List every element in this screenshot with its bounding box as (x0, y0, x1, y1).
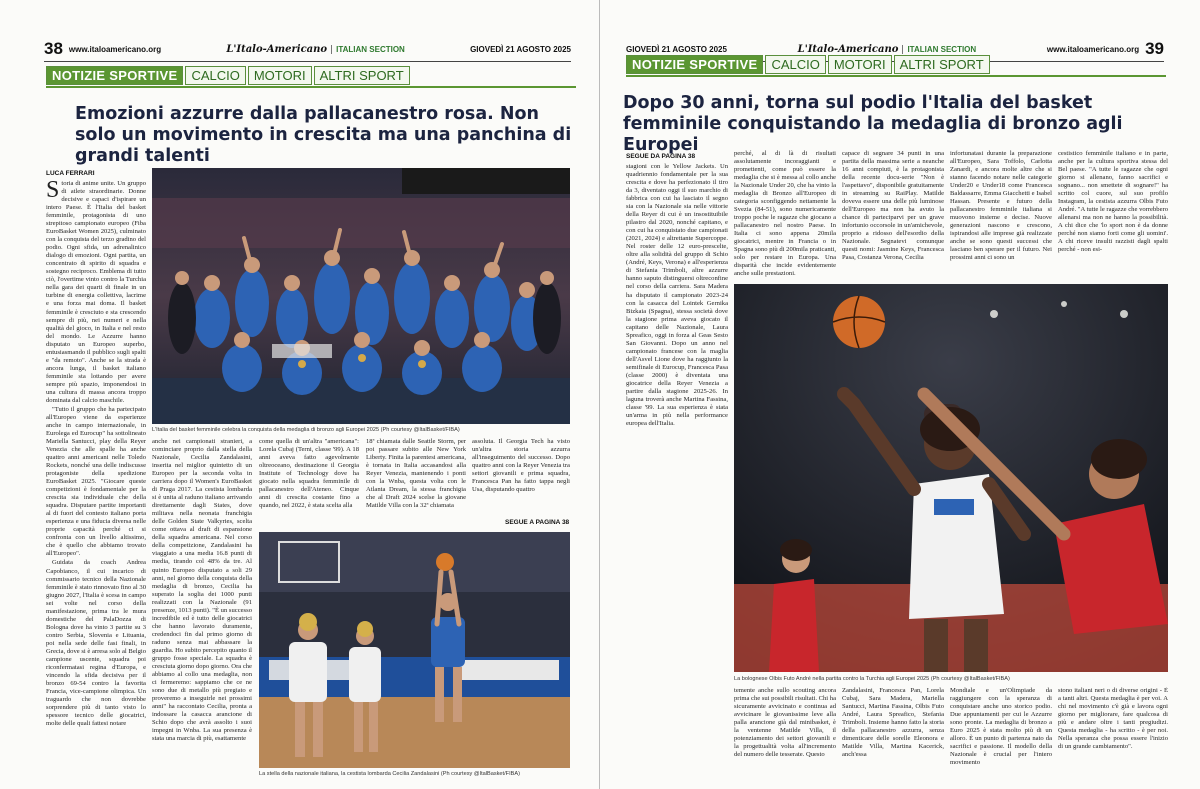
article-bottom-column-3 (950, 687, 1052, 783)
byline: LUCA FERRARI (46, 170, 95, 177)
drop-cap: S (46, 180, 60, 203)
col2-text: anche nei campionati stranieri, a cominciare proprio dalla stella della Nazionale, Cecilia Zandalasini, inserita nel miglior quintetto di un Europeo per la seconda volta in carriera dopo il Women's EuroBasket di Praga 2017. La cestista lombarda si è unita al raduno italiano arrivando direttamente dagli States, dove militava nella neonata franchigia delle Golden State Valkyries, scelta come ottava al draft di espansione della squadra americana. Nel corso della competizione, Zandalasini ha viaggiato a una media 16.8 punti di media, tirando col 48% da tre. Al quinto Europeo disputato a soli 29 anni, nel giorno della conquista della medaglia di bronzo, Cecilia ha superato la soglia dei 1000 punti realizzati con la Nazionale (91 presenze, 1013 punti). "È un successo incredibile ed è tutto delle giocatrici che hanno lavorato duramente, credendoci fin dal primo giorno di raduno senza mai abbassare la guardia. Ho subito percepito quanto il gruppo fosse speciale. La squadra è cresciuta giorno dopo giorno. Ora che abbiamo al collo una medaglia, non ci fermeremo: sappiamo che ce ne sono due di metallo più pregiato e proveremo a inseguirle nei prossimi anni" ha raccontato Cecilia, pronta a indossare la casacca arancione di Schio dopo che avrà assolto i suoi impegni in Wnba. La sua presenza è stata una marcia di più, esattamente (152, 438, 252, 743)
tab-motori[interactable]: MOTORI (828, 55, 892, 74)
issue-date: GIOVEDÌ 21 AGOSTO 2025 (470, 44, 571, 54)
tab-altri-sport[interactable]: ALTRI SPORT (314, 66, 410, 85)
photo2-caption: La stella della nazionale italiana, la cestista lombarda Cecilia Zandalasini (Ph courtesy @ItalBasket/FIBA) (259, 771, 520, 777)
article-column-1 (46, 180, 146, 780)
andre-action-photo (734, 284, 1168, 672)
zandalasini-photo (259, 532, 570, 768)
continued-on-label[interactable]: SEGUE A PAGINA 38 (505, 519, 570, 526)
col1-paragraph-3: Guidata da coach Andrea Capobianco, il cui incarico di commissario tecnico della Nazionale femminile è stato rinnovato fino al 30 giugno 2027, l'Italia è scesa in campo sei volte nel corso della manifestazione, prima tra le mura domestiche del PalaDozza di Bologna dove ha vinto 3 partite su 3 contro Serbia, Slovenia e Lituania, poi nella sede delle fasi finali, in Grecia, dove si è arresa solo al Belgio campione uscente, squadra poi riconfermatasi regina d'Europa, e vincendo la sfida decisiva per il bronzo 69-54 contro la favorita Francia, vice-campione olimpica. Un traguardo che non dovrebbe sorprendere più di tanto visto lo spessore tecnico delle giocatrici, molte delle quali fattesi notare (46, 559, 146, 728)
article-bottom-column-4 (1058, 687, 1168, 783)
col3-text: capace di segnare 34 punti in una partita della massima serie a neanche 16 anni compiuti, è la protagonista della recente docu-serie "Non è l'aspettavo", disponibile gratuitamente in streaming su RaiPlay. Matilde doveva essere una delle più luminose dell'Europeo ma non ha avuto la chance di parteciparvi per un grave infortunio occorsole in un'amichevole, proprio a ridosso dell'esordio della Nazionale. Segnatevi comunque questi nomi: Jasmine Keys, Francesca Pasa, Costanza Verona, Cecilia (842, 150, 944, 262)
page-39 (600, 0, 1200, 789)
bottom-col3-text: Mondiale e un'Olimpiade da raggiungere con la speranza di conquistare anche uno storico podio. Due appuntamenti per cui le Azzurre sono pronte. La medaglia di bronzo a Euro 2025 è stata molto più di un alloro. È un punto di partenza nato da sacrifici e passione. Il modello della Nazionale è crucial per l'intero movimento (950, 687, 1052, 767)
issue-date: GIOVEDÌ 21 AGOSTO 2025 (626, 44, 727, 54)
section-label: ITALIAN SECTION (331, 45, 405, 54)
article-column-5 (1058, 150, 1168, 278)
page-number: 38 (44, 39, 63, 58)
masthead: L'Italo-Americano (226, 43, 328, 55)
article-headline: Dopo 30 anni, torna sul podio l'Italia del basket femminile conquistando la medaglia di bronzo agli Europei (623, 93, 1123, 155)
col4-text: infortunatasi durante la preparazione all'Europeo, Sara Toffolo, Carlotta Zanardi, e ancora molte altre che si stanno facendo notare nelle categorie Under20 e Under18 come Francesca Baldassarre, Emma Giacchetti e Isabel Hassan. Presente e futuro della pallacanestro femminile italiana si muovono insieme e decise. Nuove generazioni nascono e crescono, ispirandosi alle imprese già realizzate anche se sono questi successi che lasciano ben sperare per il futuro. Nei prossimi anni ci sono un (950, 150, 1052, 262)
tab-altri-sport[interactable]: ALTRI SPORT (894, 55, 990, 74)
col1-text: toria di anime unite. Un gruppo di atlete straordinarie. Donne decisive e capaci d'ispirare un intero Paese. È l'Italia del basket femminile, protagonista di uno strepitoso campionato europeo (Fiba EuroBasket Women 2025), culminato con la conquista del terzo gradino del podio. Ogni sfida, un adrenalinico dialogo di emozioni. Ogni partita, un concentrato di spirito di squadra e sostegno reciproco. Emblema di tutto ciò, l'overtime vinto contro la Turchia nella gara dei quarti di finale in un turbine di energia collettiva, lacrime e una forza mai doma. Il basket femminile è cresciuto e sta crescendo sempre di più, nei numeri e nella qualità del gioco, in Italia e nel resto del mondo. Le Azzurre hanno disputato un Europeo superbo, entusiasmando il pubblico sugli spalti e "da remoto". Anche se la strada è ancora lunga, il basket italiano femminile sta lottando per avere sempre più spazio, imponendosi in una cultura di massa ancora troppo dominata dal calcio maschile. (46, 180, 146, 404)
page-number: 39 (1145, 39, 1164, 58)
tab-calcio[interactable]: CALCIO (765, 55, 825, 74)
col5-text: cestistico femminile italiano e in parte, anche per la cultura sportiva stessa del Bel paese. "A tutte le ragazze che ogni giorno si allenano, fanno sacrifici e sognano... non smettete di sognare!" ha scritto col cuore, sul suo profilo Instagram, la cestista azzurra Olbis Futo André. "A tutte le ragazze che vorrebbero allenarsi ma non ne hanno la possibilità. A chi dice che 'lo sport non è da donne perché non siamo forti come gli uomini'. A chi riceve insulti razzisti dagli spalti perché - non esi- (1058, 150, 1168, 254)
tab-calcio[interactable]: CALCIO (185, 66, 245, 85)
article-column-2 (152, 438, 252, 783)
col1-text: stagioni con le Yellow Jackets. Un quadriennio fondamentale per la sua crescita e dove ha perfezionato il tiro da 3, diventato oggi il suo marchio di fabbrica con cui ha lasciato il segno sia con la Nazionale sia nelle vittorie della Reyer di cui è un insostituibile pilastro dal 2020, nonché capitano, e con cui ha conquistato due campionati (2021, 2024) e altrettante Supercoppe. Nel roster delle 12 euro-prescelte, oltre alla solidità del gruppo di Schio (André, Keys, Verona) e all'esperienza di Stefania Trimboli, altre azzurre hanno saputo distinguersi oltreconfine nel corso della carriera. Sara Madera ha disputato il campionato 2023-24 con la casacca del Lointek Gernika Bizkaia (Spagna), stessa società dove la stagione prima aveva giocato il capitano delle Nazionale, Laura Spreafico, oggi in forza al Geas Sesto San Giovanni. Dopo un anno nel campionato francese con la maglia dell'Asvel Lione dove ha raggiunto la semifinale di Eurocup, Francesca Pasa (classe 2000) è diventata una giocatrice della Reyer Venezia a partire dalla stagione 2025-26. In laguna troverà anche Martina Fassina, classe '99. La sua esperienza è stata un'arma in più nella performance europea dell'Italia. (626, 163, 728, 427)
tab-notizie-sportive[interactable]: NOTIZIE SPORTIVE (46, 66, 183, 85)
col3-text: come quella di un'altra "americana": Lorela Cubaj (Terni, classe '99). A 18 anni aveva fatto agevolmente oltreoceano, destinazione il Georgia Institute of Technology dove ha giocato nella squadra femminile di pallacanestro dell'Ateneo. Cinque anni di crescita costante fino a quando, nel 2022, è stata scelta alla (259, 438, 359, 510)
article-column-2 (734, 150, 836, 278)
tabs-rule (46, 86, 576, 88)
bottom-col1-text: temente anche sullo scouting ancora prima che sui possibili risultati. Chi ha sicuramente avvicinato e continua ad avvicinare le giovanissime leve alla palla arancione già dal minibasket, è la ventenne Matilde Villa, il potenziamento dei settori giovanili e la progettualità volta all'incremento del numero delle tesserate. Questo (734, 687, 836, 759)
bottom-col2-text: Zandalasini, Francesca Pan, Lorela Cubaj, Sara Madera, Mariella Santucci, Martina Fassina, Olbis Futo André, Laura Spreafico, Stefania Trimboli. Insieme hanno fatto la storia della pallacanestro azzurra, senza dimenticare delle sorelle Eleonora e Matilde Villa, Martina Kacerick, anch'essa (842, 687, 944, 759)
col1-paragraph-2: "Tutto il gruppo che ha partecipato all'Europeo viene da esperienze anche in campo internazionale, in Eurolega ed Eurocup" ha sottolineato Mariella Santucci, play della Reyer Venezia che alle spalle ha anche quattro anni americani nelle Toledo Rockets, nonché una delle indiscusse protagoniste della spedizione EuroBasket 2025. "Giocare queste competizioni è fondamentale per la crescita sia individuale che della squadra. Disputare partite importanti al di fuori del contesto italiano porta esperienza e una fiducia diversa nelle proprie capacità perché ci si confronta con un livello altissimo, che è quello che abbiamo trovato all'Europeo". (46, 405, 146, 558)
article-column-5 (472, 438, 570, 516)
article-column-4 (950, 150, 1052, 278)
article-bottom-column-2 (842, 687, 944, 783)
bottom-col4-text: stono italiani neri o di diverse origini - È a tanti altri. Questa medaglia è per voi. A chi nel movimento c'è già e lavora ogni giorno per migliorare, fare qualcosa di più e andare oltre i tanti pregiudizi. Questa medaglia - ha scritto - è per noi. Nella speranza che possa essere l'inizio di un grande cambiamento". (1058, 687, 1168, 751)
site-url[interactable]: www.italoamericano.org (68, 44, 162, 54)
section-tabs (46, 66, 410, 85)
tabs-rule (626, 75, 1166, 77)
photo-caption: La bolognese Olbis Futo André nella partita contro la Turchia agli Europei 2025 (Ph courtesy @ItalBasket/FIBA) (734, 676, 1010, 682)
col4-text: 18ª chiamata dalle Seattle Storm, per poi passare subito alle New York Liberty. Finita la parentesi americana, è tornata in Italia accasandosi alla Reyer Venezia, mantenendo i ponti con la Wnba, questa volta con le Atlanta Dream, la stessa franchigia che al Draft 2024 scelse la giovane Matilde Villa con la 32ª chiamata (366, 438, 466, 510)
col2-text: perché, al di là di risultati assolutamente incoraggianti e promettenti, come può essere la medaglia che si è messa al collo anche la Nazionale Under 20, che ha vinto la medaglia di Bronzo all'Europeo di categoria sconfiggendo nettamente la Svezia (84-51), sono numericamente troppo poche le ragazze che giocano a pallacanestro nel nostro Paese. In Italia ci sono appena 20mila giocatrici, mentre in Francia o in Spagna sono più di 200mila praticanti, solo per restare in Europa. Una disparità che incide evidentemente anche sulle prestazioni. (734, 150, 836, 278)
masthead: L'Italo-Americano (797, 43, 899, 55)
article-bottom-column-1 (734, 687, 836, 783)
section-tabs (626, 55, 990, 74)
team-celebration-photo (152, 168, 570, 424)
section-label: ITALIAN SECTION (902, 45, 976, 54)
article-column-3 (842, 150, 944, 278)
header-rule (44, 61, 571, 62)
article-column-4 (366, 438, 466, 528)
continued-from-label[interactable]: SEGUE DA PAGINA 38 (626, 153, 696, 160)
col5-text: assoluta. Il Georgia Tech ha visto un'altra storia azzurra all'inseguimento del successo. Dopo quattro anni con la Reyer Venezia tra settori giovanili e prima squadra, Francesca Pan ha fatto tappa negli Usa, disputando quattro (472, 438, 570, 494)
photo1-caption: L'Italia del basket femminile celebra la conquista della medaglia di bronzo agli Europei 2025 (Ph courtesy @ItalBasket/FIBA) (152, 427, 460, 433)
tab-motori[interactable]: MOTORI (248, 66, 312, 85)
article-headline: Emozioni azzurre dalla pallacanestro rosa. Non solo un movimento in crescita ma una panchina di grandi talenti (75, 104, 572, 166)
tab-notizie-sportive[interactable]: NOTIZIE SPORTIVE (626, 55, 763, 74)
page-header (44, 40, 571, 58)
article-column-3 (259, 438, 359, 528)
article-column-1 (626, 163, 728, 783)
site-url[interactable]: www.italoamericano.org (1046, 44, 1140, 54)
